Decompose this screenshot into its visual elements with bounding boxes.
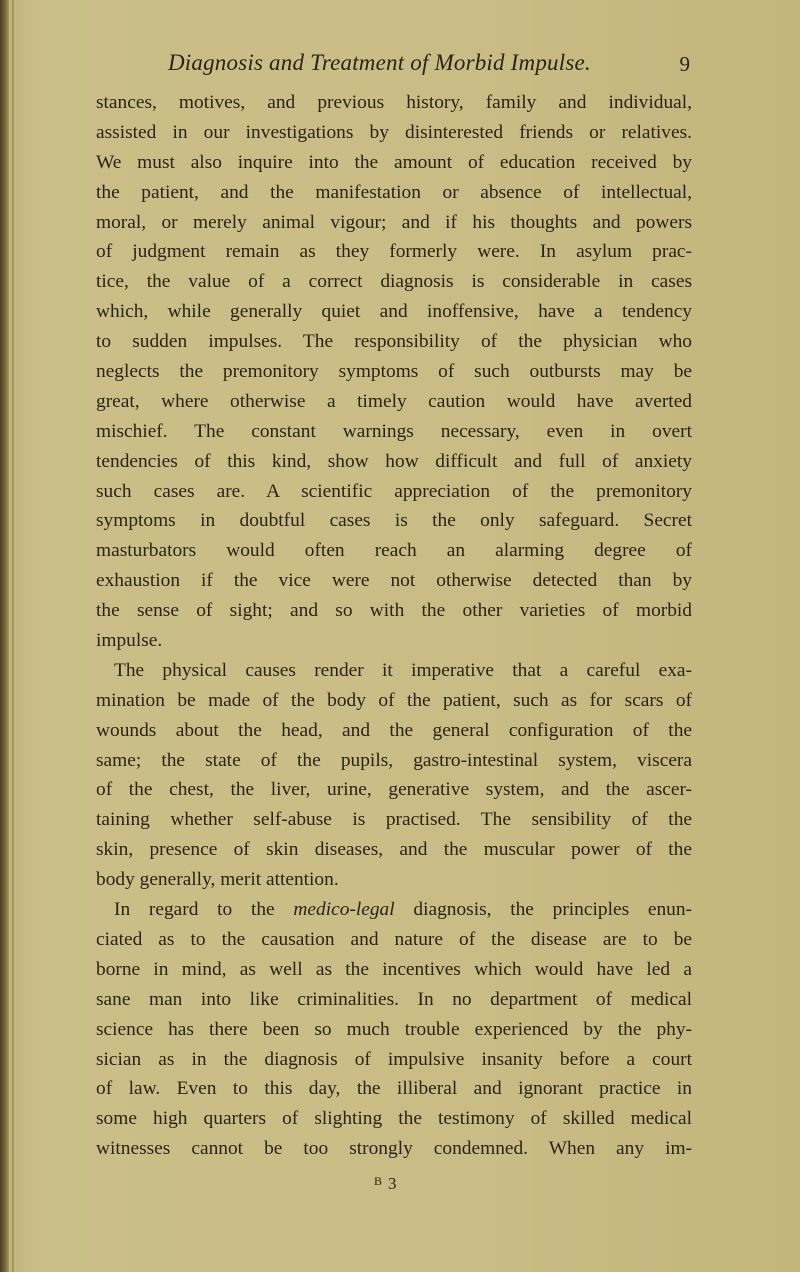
line-text: such cases are. A scientific appreciation of the premonitory xyxy=(96,480,692,502)
text-line xyxy=(96,178,692,208)
line-text: We must also inquire into the amount of education received by xyxy=(96,151,692,173)
line-text: tice, the value of a correct diagnosis is considerable in cases xyxy=(96,271,692,293)
page-binding-edge xyxy=(0,0,9,1272)
page-binding-shadow xyxy=(12,0,14,1272)
line-text: wounds about the head, and the general configuration of the xyxy=(96,719,692,741)
line-text: body generally, merit attention. xyxy=(96,869,339,891)
line-text: masturbators would often reach an alarming degree of xyxy=(96,540,692,562)
line-text: stances, motives, and previous history, family and individual, xyxy=(96,92,692,113)
text-line xyxy=(96,1134,692,1164)
text-line xyxy=(96,208,692,238)
page-header xyxy=(96,50,692,80)
text-line xyxy=(96,716,692,746)
line-text: of law. Even to this day, the illiberal and ignorant practice in xyxy=(96,1078,692,1100)
text-line xyxy=(96,925,692,955)
text-line xyxy=(96,955,692,985)
line-text: to sudden impulses. The responsibility of the physician who xyxy=(96,331,692,353)
line-text: the patient, and the manifestation or absence of intellectual, xyxy=(96,181,692,203)
text-line xyxy=(96,357,692,387)
line-text: skin, presence of skin diseases, and the muscular power of the xyxy=(96,839,692,861)
text-line xyxy=(96,775,692,805)
text-line xyxy=(96,865,692,895)
text-line xyxy=(96,447,692,477)
text-line xyxy=(96,566,692,596)
line-text: moral, or merely animal vigour; and if his thoughts and powers xyxy=(96,211,692,233)
line-text: In regard to the xyxy=(114,899,294,921)
line-text: sician as in the diagnosis of impulsive insanity before a court xyxy=(96,1048,692,1070)
text-line xyxy=(96,1045,692,1075)
text-line xyxy=(96,477,692,507)
text-line xyxy=(96,297,692,327)
text-line xyxy=(96,835,692,865)
text-line xyxy=(96,1074,692,1104)
line-text: The physical causes render it imperative that a careful exa- xyxy=(114,659,692,681)
text-line xyxy=(96,267,692,297)
line-text: witnesses cannot be too strongly condemned. When any im- xyxy=(96,1138,692,1160)
line-text: impulse. xyxy=(96,630,163,652)
line-text: sane man into like criminalities. In no department of medical xyxy=(96,988,692,1010)
line-text: ciated as to the causation and nature of the disease are to be xyxy=(96,928,692,950)
text-line xyxy=(96,417,692,447)
line-text: the sense of sight; and so with the other varieties of morbid xyxy=(96,600,692,622)
line-text: exhaustion if the vice were not otherwise detected than by xyxy=(96,570,692,592)
line-text: which, while generally quiet and inoffensive, have a tendency xyxy=(96,301,692,323)
text-line xyxy=(96,626,692,656)
text-line xyxy=(96,686,692,716)
line-text: mination be made of the body of the patient, such as for scars of xyxy=(96,689,692,711)
text-line xyxy=(96,895,692,925)
text-line xyxy=(96,148,692,178)
text-line xyxy=(96,118,692,148)
line-text: borne in mind, as well as the incentives which would have led a xyxy=(96,958,692,980)
text-line xyxy=(96,536,692,566)
text-line xyxy=(96,596,692,626)
text-line xyxy=(96,985,692,1015)
line-text: taining whether self-abuse is practised. The sensibility of the xyxy=(96,809,692,831)
line-text: some high quarters of slighting the testimony of skilled medical xyxy=(96,1108,692,1130)
running-title: Diagnosis and Treatment of Morbid Impulse. xyxy=(168,50,591,75)
line-text: same; the state of the pupils, gastro-intestinal system, viscera xyxy=(96,749,692,771)
body-text xyxy=(96,88,692,1164)
line-text: great, where otherwise a timely caution would have averted xyxy=(96,390,692,412)
text-line xyxy=(96,746,692,776)
line-text: symptoms in doubtful cases is the only safeguard. Secret xyxy=(96,510,692,532)
signature-letter: B xyxy=(374,1174,383,1188)
signature-number: 3 xyxy=(388,1174,397,1193)
text-line xyxy=(96,1015,692,1045)
line-text: mischief. The constant warnings necessary, even in overt xyxy=(96,420,692,442)
page-number: 9 xyxy=(679,52,690,76)
text-line xyxy=(96,656,692,686)
text-line xyxy=(96,237,692,267)
line-text: diagnosis, the principles enun- xyxy=(394,899,692,921)
italic-term: medico-legal xyxy=(293,899,395,921)
text-line xyxy=(96,805,692,835)
line-text: science has there been so much trouble experienced by the phy- xyxy=(96,1018,692,1040)
printer-signature xyxy=(374,1174,397,1194)
line-text: of the chest, the liver, urine, generative system, and the ascer- xyxy=(96,779,692,801)
text-line xyxy=(96,1104,692,1134)
text-line xyxy=(96,88,692,118)
line-text: tendencies of this kind, show how difficult and full of anxiety xyxy=(96,450,692,472)
text-line xyxy=(96,327,692,357)
line-text: assisted in our investigations by disinterested friends or relatives. xyxy=(96,121,692,143)
line-text: neglects the premonitory symptoms of such outbursts may be xyxy=(96,361,692,383)
text-line xyxy=(96,506,692,536)
text-line xyxy=(96,387,692,417)
line-text: of judgment remain as they formerly were. In asylum prac- xyxy=(96,241,692,263)
